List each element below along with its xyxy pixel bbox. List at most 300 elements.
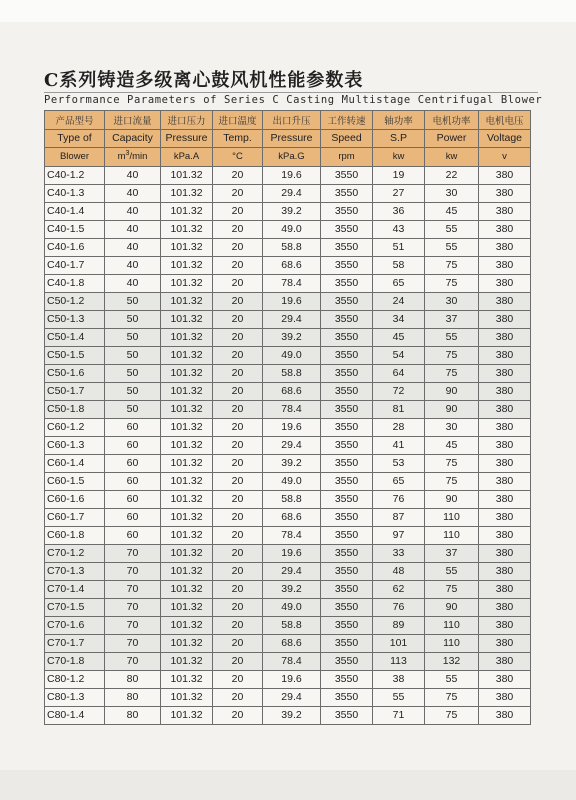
value-cell: 78.4 [263, 400, 321, 418]
header-cell: Temp. [213, 129, 263, 148]
value-cell: 33 [373, 544, 425, 562]
value-cell: 20 [213, 634, 263, 652]
model-cell: C60-1.4 [45, 454, 105, 472]
value-cell: 55 [425, 670, 479, 688]
model-cell: C50-1.6 [45, 364, 105, 382]
value-cell: 110 [425, 616, 479, 634]
value-cell: 29.4 [263, 310, 321, 328]
value-cell: 50 [105, 364, 161, 382]
value-cell: 101.32 [161, 220, 213, 238]
table-row [45, 310, 531, 328]
value-cell: 20 [213, 706, 263, 724]
value-cell: 70 [105, 544, 161, 562]
model-cell: C40-1.4 [45, 202, 105, 220]
value-cell: 19.6 [263, 670, 321, 688]
value-cell: 101.32 [161, 580, 213, 598]
value-cell: 101.32 [161, 652, 213, 670]
table-row [45, 292, 531, 310]
value-cell: 3550 [321, 346, 373, 364]
value-cell: 78.4 [263, 652, 321, 670]
value-cell: 380 [479, 238, 531, 256]
value-cell: 110 [425, 508, 479, 526]
value-cell: 19.6 [263, 418, 321, 436]
value-cell: 49.0 [263, 346, 321, 364]
value-cell: 48 [373, 562, 425, 580]
value-cell: 101.32 [161, 364, 213, 382]
value-cell: 20 [213, 328, 263, 346]
value-cell: 20 [213, 292, 263, 310]
model-cell: C50-1.2 [45, 292, 105, 310]
value-cell: 39.2 [263, 706, 321, 724]
table-row [45, 436, 531, 454]
value-cell: 20 [213, 490, 263, 508]
header-cell: 出口升压 [263, 111, 321, 130]
header-cell: Capacity [105, 129, 161, 148]
value-cell: 101.32 [161, 184, 213, 202]
table-row [45, 706, 531, 724]
value-cell: 380 [479, 472, 531, 490]
value-cell: 60 [105, 418, 161, 436]
value-cell: 39.2 [263, 580, 321, 598]
value-cell: 380 [479, 202, 531, 220]
value-cell: 3550 [321, 598, 373, 616]
model-cell: C60-1.5 [45, 472, 105, 490]
model-cell: C80-1.4 [45, 706, 105, 724]
value-cell: 20 [213, 346, 263, 364]
model-cell: C40-1.2 [45, 166, 105, 184]
value-cell: 49.0 [263, 472, 321, 490]
value-cell: 20 [213, 184, 263, 202]
value-cell: 72 [373, 382, 425, 400]
model-cell: C40-1.3 [45, 184, 105, 202]
value-cell: 101.32 [161, 328, 213, 346]
value-cell: 76 [373, 490, 425, 508]
value-cell: 22 [425, 166, 479, 184]
value-cell: 55 [425, 562, 479, 580]
value-cell: 101.32 [161, 256, 213, 274]
value-cell: 3550 [321, 310, 373, 328]
table-row [45, 328, 531, 346]
value-cell: 78.4 [263, 274, 321, 292]
table-row [45, 562, 531, 580]
table-row [45, 670, 531, 688]
header-cell: v [479, 148, 531, 167]
value-cell: 58.8 [263, 238, 321, 256]
model-cell: C40-1.5 [45, 220, 105, 238]
value-cell: 101.32 [161, 598, 213, 616]
value-cell: 55 [425, 220, 479, 238]
value-cell: 81 [373, 400, 425, 418]
header-cell: Voltage [479, 129, 531, 148]
model-cell: C50-1.4 [45, 328, 105, 346]
value-cell: 68.6 [263, 382, 321, 400]
value-cell: 101.32 [161, 634, 213, 652]
model-cell: C60-1.8 [45, 526, 105, 544]
value-cell: 39.2 [263, 328, 321, 346]
value-cell: 68.6 [263, 508, 321, 526]
value-cell: 60 [105, 508, 161, 526]
value-cell: 39.2 [263, 454, 321, 472]
header-cell: °C [213, 148, 263, 167]
value-cell: 3550 [321, 202, 373, 220]
table-row [45, 490, 531, 508]
model-cell: C60-1.2 [45, 418, 105, 436]
header-cell: Pressure [161, 129, 213, 148]
value-cell: 20 [213, 382, 263, 400]
value-cell: 380 [479, 382, 531, 400]
header-row-english [45, 129, 531, 148]
value-cell: 45 [425, 202, 479, 220]
value-cell: 3550 [321, 706, 373, 724]
value-cell: 3550 [321, 652, 373, 670]
value-cell: 380 [479, 346, 531, 364]
value-cell: 70 [105, 652, 161, 670]
value-cell: 3550 [321, 220, 373, 238]
value-cell: 90 [425, 400, 479, 418]
value-cell: 75 [425, 706, 479, 724]
value-cell: 101 [373, 634, 425, 652]
value-cell: 50 [105, 400, 161, 418]
header-cell: kPa.G [263, 148, 321, 167]
value-cell: 40 [105, 184, 161, 202]
value-cell: 20 [213, 220, 263, 238]
model-cell: C70-1.4 [45, 580, 105, 598]
header-cell: Pressure [263, 129, 321, 148]
value-cell: 20 [213, 508, 263, 526]
value-cell: 20 [213, 202, 263, 220]
value-cell: 62 [373, 580, 425, 598]
value-cell: 101.32 [161, 238, 213, 256]
header-cell: 产品型号 [45, 111, 105, 130]
value-cell: 70 [105, 634, 161, 652]
value-cell: 75 [425, 472, 479, 490]
value-cell: 65 [373, 472, 425, 490]
value-cell: 45 [373, 328, 425, 346]
value-cell: 101.32 [161, 436, 213, 454]
value-cell: 101.32 [161, 616, 213, 634]
value-cell: 45 [425, 436, 479, 454]
value-cell: 60 [105, 526, 161, 544]
value-cell: 60 [105, 472, 161, 490]
value-cell: 110 [425, 634, 479, 652]
value-cell: 50 [105, 382, 161, 400]
model-cell: C60-1.7 [45, 508, 105, 526]
value-cell: 19.6 [263, 292, 321, 310]
value-cell: 29.4 [263, 436, 321, 454]
value-cell: 75 [425, 346, 479, 364]
header-cell: Power [425, 129, 479, 148]
model-cell: C70-1.5 [45, 598, 105, 616]
value-cell: 65 [373, 274, 425, 292]
value-cell: 49.0 [263, 598, 321, 616]
value-cell: 75 [425, 454, 479, 472]
value-cell: 20 [213, 364, 263, 382]
table-row [45, 184, 531, 202]
value-cell: 3550 [321, 436, 373, 454]
value-cell: 3550 [321, 184, 373, 202]
table-row [45, 256, 531, 274]
table-row [45, 652, 531, 670]
value-cell: 3550 [321, 472, 373, 490]
table-row [45, 616, 531, 634]
table-row [45, 526, 531, 544]
value-cell: 3550 [321, 238, 373, 256]
value-cell: 3550 [321, 382, 373, 400]
value-cell: 380 [479, 454, 531, 472]
value-cell: 20 [213, 436, 263, 454]
value-cell: 380 [479, 436, 531, 454]
value-cell: 80 [105, 688, 161, 706]
value-cell: 101.32 [161, 508, 213, 526]
value-cell: 50 [105, 346, 161, 364]
value-cell: 40 [105, 166, 161, 184]
value-cell: 380 [479, 418, 531, 436]
value-cell: 101.32 [161, 346, 213, 364]
model-cell: C50-1.3 [45, 310, 105, 328]
model-cell: C70-1.6 [45, 616, 105, 634]
table-row [45, 688, 531, 706]
value-cell: 380 [479, 598, 531, 616]
value-cell: 75 [425, 364, 479, 382]
model-cell: C40-1.7 [45, 256, 105, 274]
value-cell: 53 [373, 454, 425, 472]
value-cell: 110 [425, 526, 479, 544]
header-cell: 电机电压 [479, 111, 531, 130]
value-cell: 101.32 [161, 418, 213, 436]
value-cell: 20 [213, 580, 263, 598]
value-cell: 24 [373, 292, 425, 310]
value-cell: 101.32 [161, 544, 213, 562]
value-cell: 101.32 [161, 202, 213, 220]
value-cell: 90 [425, 598, 479, 616]
value-cell: 70 [105, 598, 161, 616]
header-row-chinese [45, 111, 531, 130]
value-cell: 101.32 [161, 688, 213, 706]
value-cell: 380 [479, 688, 531, 706]
value-cell: 380 [479, 328, 531, 346]
model-cell: C70-1.8 [45, 652, 105, 670]
value-cell: 90 [425, 490, 479, 508]
value-cell: 34 [373, 310, 425, 328]
value-cell: 20 [213, 166, 263, 184]
value-cell: 3550 [321, 490, 373, 508]
value-cell: 70 [105, 562, 161, 580]
header-cell: 进口压力 [161, 111, 213, 130]
value-cell: 40 [105, 238, 161, 256]
value-cell: 380 [479, 652, 531, 670]
value-cell: 19.6 [263, 166, 321, 184]
model-cell: C60-1.3 [45, 436, 105, 454]
page-top-edge [0, 0, 576, 22]
header-cell: 工作转速 [321, 111, 373, 130]
value-cell: 380 [479, 292, 531, 310]
value-cell: 101.32 [161, 382, 213, 400]
value-cell: 43 [373, 220, 425, 238]
table-row [45, 400, 531, 418]
value-cell: 101.32 [161, 274, 213, 292]
value-cell: 380 [479, 706, 531, 724]
value-cell: 101.32 [161, 706, 213, 724]
value-cell: 20 [213, 616, 263, 634]
model-cell: C50-1.8 [45, 400, 105, 418]
value-cell: 55 [425, 238, 479, 256]
table-row [45, 598, 531, 616]
value-cell: 60 [105, 490, 161, 508]
value-cell: 380 [479, 634, 531, 652]
value-cell: 20 [213, 670, 263, 688]
header-cell: rpm [321, 148, 373, 167]
value-cell: 60 [105, 436, 161, 454]
table-row [45, 346, 531, 364]
value-cell: 20 [213, 418, 263, 436]
value-cell: 30 [425, 184, 479, 202]
value-cell: 380 [479, 310, 531, 328]
table-row [45, 202, 531, 220]
value-cell: 380 [479, 526, 531, 544]
value-cell: 380 [479, 256, 531, 274]
value-cell: 380 [479, 670, 531, 688]
value-cell: 60 [105, 454, 161, 472]
value-cell: 101.32 [161, 454, 213, 472]
table-row [45, 508, 531, 526]
value-cell: 3550 [321, 274, 373, 292]
value-cell: 49.0 [263, 220, 321, 238]
value-cell: 3550 [321, 292, 373, 310]
value-cell: 3550 [321, 400, 373, 418]
value-cell: 80 [105, 670, 161, 688]
value-cell: 19.6 [263, 544, 321, 562]
table-row [45, 382, 531, 400]
value-cell: 101.32 [161, 310, 213, 328]
value-cell: 380 [479, 274, 531, 292]
value-cell: 70 [105, 616, 161, 634]
value-cell: 78.4 [263, 526, 321, 544]
value-cell: 3550 [321, 328, 373, 346]
header-cell: S.P [373, 129, 425, 148]
table-row [45, 418, 531, 436]
table-row [45, 454, 531, 472]
value-cell: 97 [373, 526, 425, 544]
value-cell: 380 [479, 544, 531, 562]
value-cell: 380 [479, 562, 531, 580]
value-cell: 40 [105, 220, 161, 238]
value-cell: 37 [425, 544, 479, 562]
table-row [45, 544, 531, 562]
value-cell: 50 [105, 328, 161, 346]
value-cell: 70 [105, 580, 161, 598]
table-row [45, 472, 531, 490]
header-cell: $m^3/\min$ [105, 148, 161, 167]
table-row [45, 238, 531, 256]
value-cell: 90 [425, 382, 479, 400]
value-cell: 380 [479, 166, 531, 184]
header-cell: Blower [45, 148, 105, 167]
value-cell: 20 [213, 400, 263, 418]
value-cell: 3550 [321, 526, 373, 544]
value-cell: 380 [479, 616, 531, 634]
value-cell: 80 [105, 706, 161, 724]
header-cell: 进口温度 [213, 111, 263, 130]
value-cell: 20 [213, 256, 263, 274]
value-cell: 40 [105, 274, 161, 292]
value-cell: 75 [425, 274, 479, 292]
value-cell: 101.32 [161, 166, 213, 184]
value-cell: 28 [373, 418, 425, 436]
table-row [45, 364, 531, 382]
table-row [45, 274, 531, 292]
document-title-chinese: C系列铸造多级离心鼓风机性能参数表 [44, 70, 364, 91]
value-cell: 55 [373, 688, 425, 706]
value-cell: 71 [373, 706, 425, 724]
value-cell: 38 [373, 670, 425, 688]
value-cell: 58.8 [263, 616, 321, 634]
value-cell: 27 [373, 184, 425, 202]
value-cell: 3550 [321, 418, 373, 436]
value-cell: 29.4 [263, 688, 321, 706]
value-cell: 3550 [321, 580, 373, 598]
value-cell: 3550 [321, 364, 373, 382]
value-cell: 3550 [321, 256, 373, 274]
title-divider [44, 92, 538, 93]
value-cell: 50 [105, 310, 161, 328]
value-cell: 3550 [321, 508, 373, 526]
value-cell: 30 [425, 292, 479, 310]
value-cell: 87 [373, 508, 425, 526]
value-cell: 51 [373, 238, 425, 256]
value-cell: 101.32 [161, 472, 213, 490]
value-cell: 3550 [321, 562, 373, 580]
header-cell: kw [425, 148, 479, 167]
value-cell: 54 [373, 346, 425, 364]
value-cell: 3550 [321, 634, 373, 652]
value-cell: 20 [213, 598, 263, 616]
header-cell: Type of [45, 129, 105, 148]
value-cell: 20 [213, 688, 263, 706]
value-cell: 39.2 [263, 202, 321, 220]
model-cell: C70-1.2 [45, 544, 105, 562]
value-cell: 20 [213, 544, 263, 562]
value-cell: 40 [105, 256, 161, 274]
value-cell: 20 [213, 526, 263, 544]
value-cell: 20 [213, 274, 263, 292]
model-cell: C50-1.7 [45, 382, 105, 400]
model-cell: C40-1.8 [45, 274, 105, 292]
value-cell: 20 [213, 454, 263, 472]
value-cell: 101.32 [161, 526, 213, 544]
model-cell: C80-1.2 [45, 670, 105, 688]
value-cell: 41 [373, 436, 425, 454]
model-cell: C70-1.7 [45, 634, 105, 652]
value-cell: 3550 [321, 670, 373, 688]
value-cell: 19 [373, 166, 425, 184]
value-cell: 113 [373, 652, 425, 670]
value-cell: 101.32 [161, 670, 213, 688]
model-cell: C80-1.3 [45, 688, 105, 706]
model-cell: C40-1.6 [45, 238, 105, 256]
value-cell: 101.32 [161, 292, 213, 310]
value-cell: 68.6 [263, 634, 321, 652]
value-cell: 3550 [321, 544, 373, 562]
table-row [45, 220, 531, 238]
value-cell: 380 [479, 508, 531, 526]
value-cell: 58.8 [263, 364, 321, 382]
value-cell: 68.6 [263, 256, 321, 274]
value-cell: 380 [479, 364, 531, 382]
value-cell: 3550 [321, 454, 373, 472]
value-cell: 20 [213, 652, 263, 670]
value-cell: 20 [213, 310, 263, 328]
page-bottom-edge [0, 770, 576, 800]
